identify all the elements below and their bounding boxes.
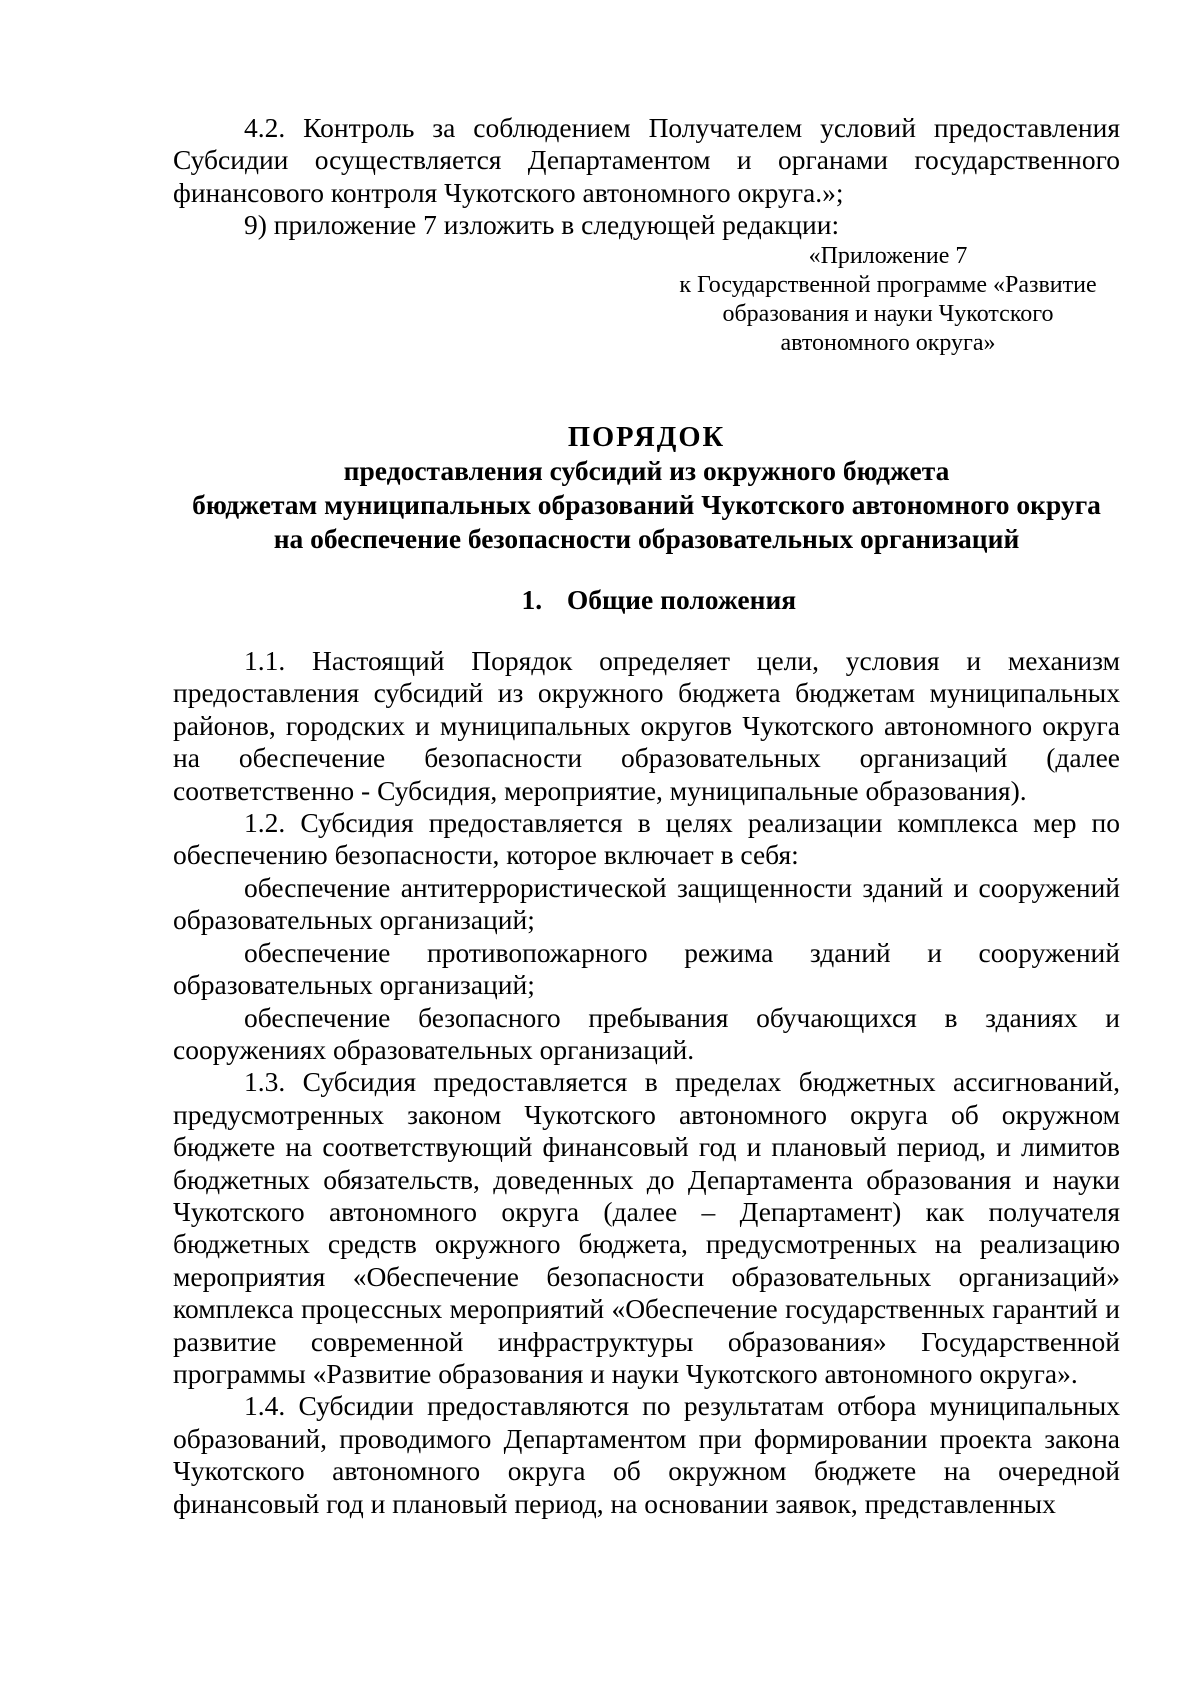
paragraph-1-2: 1.2. Субсидия предоставляется в целях реализации комплекса мер по обеспечению безопасности, которое включает в себя:	[173, 807, 1120, 871]
annex-line-1: «Приложение 7	[808, 242, 968, 269]
paragraph-1-3: 1.3. Субсидия предоставляется в пределах бюджетных ассигнований, предусмотренных законом Чукотского автономного округа об окружном бюджете на соответствующий финансовый год и плановый период, и лимитов бюджетных обязательств, доведенных до Департамента образования и науки Чукотского автономного округа (далее – Департамент) как получателя бюджетных средств окружного бюджета, предусмотренных на реализацию мероприятия «Обеспечение безопасности образовательных организаций» комплекса процессных мероприятий «Обеспечение государственных гарантий и развитие современной инфраструктуры образования» Государственной программы «Развитие образования и науки Чукотского автономного округа».	[173, 1066, 1120, 1389]
paragraph-4-2: 4.2. Контроль за соблюдением Получателем условий предоставления Субсидии осуществляется Департаментом и органами государственного финансового контроля Чукотского автономного округа.»;	[173, 112, 1120, 208]
title-line-1: предоставления субсидий из окружного бюджета	[343, 454, 950, 486]
list-item-3: обеспечение безопасного пребывания обучающихся в зданиях и сооружениях образовательных организаций.	[173, 1001, 1120, 1065]
paragraph-item-9: 9) приложение 7 изложить в следующей редакции:	[244, 209, 840, 241]
section-number: 1.	[521, 583, 543, 615]
paragraph-1-4: 1.4. Субсидии предоставляются по результатам отбора муниципальных образований, проводимого Департаментом при формировании проекта закона Чукотского автономного округа об окружном бюджете на очередной финансовый год и плановый период, на основании заявок, представленных	[173, 1390, 1120, 1519]
document-title	[173, 422, 1120, 556]
document-page	[173, 112, 1120, 1520]
title-main: ПОРЯДОК	[567, 421, 726, 453]
section-title: Общие положения	[566, 583, 797, 615]
annex-line-3: образования и науки Чукотского	[722, 300, 1054, 327]
annex-line-2: к Государственной программе «Развитие	[679, 271, 1097, 298]
title-line-2: бюджетам муниципальных образований Чукотского автономного округа	[192, 488, 1101, 520]
title-line-3: на обеспечение безопасности образовательных организаций	[273, 522, 1020, 554]
annex-line-4: автономного округа»	[780, 329, 996, 356]
annex-header	[663, 242, 1113, 358]
list-item-1: обеспечение антитеррористической защищенности зданий и сооружений образовательных организаций;	[173, 871, 1120, 936]
list-item-2: обеспечение противопожарного режима зданий и сооружений образовательных организаций;	[173, 936, 1120, 1001]
section-heading	[173, 584, 1120, 616]
paragraph-1-1: 1.1. Настоящий Порядок определяет цели, условия и механизм предоставления субсидий из окружного бюджета бюджетам муниципальных районов, городских и муниципальных округов Чукотского автономного округа на обеспечение безопасности образовательных организаций (далее соответственно - Субсидия, мероприятие, муниципальные образования).	[173, 645, 1120, 806]
